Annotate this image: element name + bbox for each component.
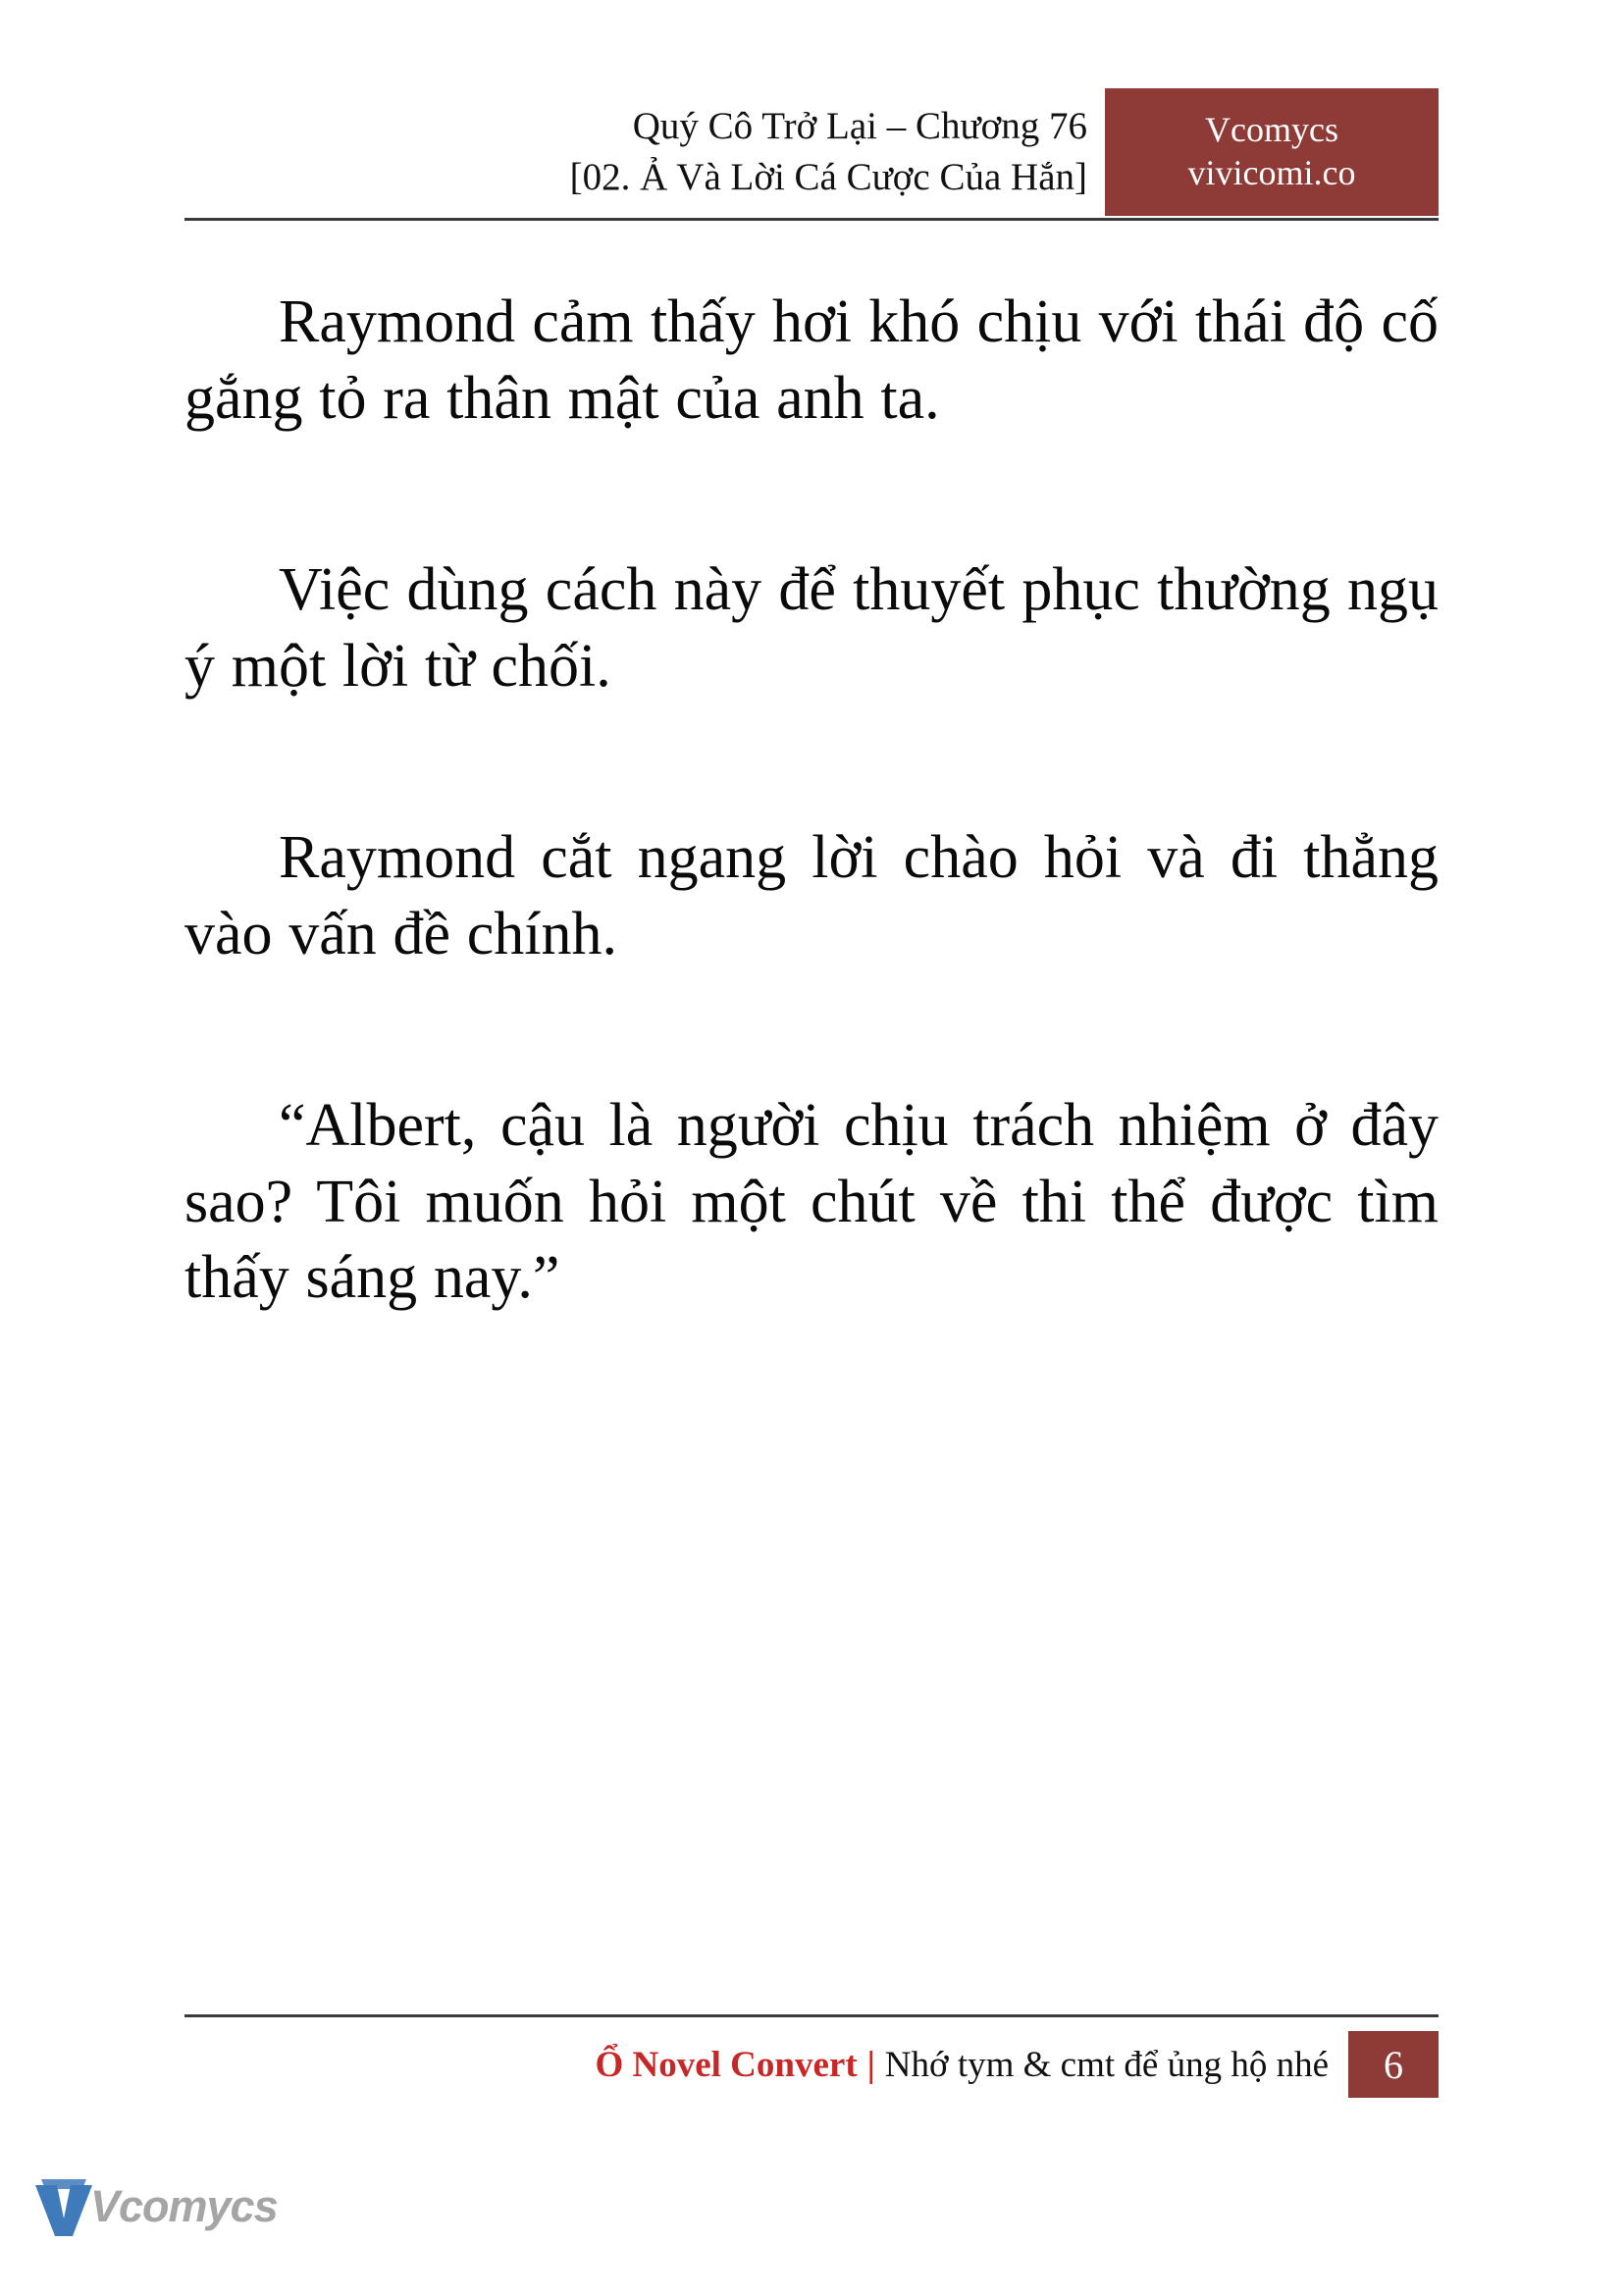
paragraph xyxy=(184,552,1439,704)
watermark-logo xyxy=(33,2173,278,2252)
site-badge-name: Vcomycs xyxy=(1205,110,1338,150)
paragraph-text: Raymond cắt ngang lời chào hỏi và đi thẳng vào vấn đề chính. xyxy=(184,824,1439,967)
paragraph xyxy=(184,285,1439,437)
chapter-title-line-1: Quý Cô Trở Lại – Chương 76 xyxy=(632,105,1087,147)
site-badge xyxy=(1105,88,1439,216)
footer-note: Nhớ tym & cmt để ủng hộ nhé xyxy=(884,2044,1329,2085)
page-header xyxy=(184,88,1439,237)
header-divider xyxy=(184,218,1439,221)
paragraph xyxy=(184,1088,1439,1317)
paragraph-text: Việc dùng cách này để thuyết phục thường ngụ ý một lời từ chối. xyxy=(184,556,1439,700)
page-footer xyxy=(184,2014,1439,2098)
site-badge-url: vivicomi.co xyxy=(1187,153,1356,192)
paragraph-text: Raymond cảm thấy hơi khó chịu với thái độ cố gắng tỏ ra thân mật của anh ta. xyxy=(184,288,1439,432)
footer-brand: Ổ Novel Convert xyxy=(595,2044,858,2085)
paragraph xyxy=(184,820,1439,972)
page-content xyxy=(184,285,1439,1317)
footer-credit xyxy=(184,2031,1348,2098)
chapter-title xyxy=(184,88,1105,216)
footer-divider xyxy=(184,2014,1439,2017)
footer-separator: | xyxy=(866,2044,875,2085)
paragraph-text: “Albert, cậu là người chịu trách nhiệm ở đây sao? Tôi muốn hỏi một chút về thi thể được tìm thấy sáng nay.” xyxy=(184,1092,1439,1311)
vcomycs-mark-icon xyxy=(33,2179,94,2242)
watermark-text: Vcomycs xyxy=(90,2181,278,2231)
chapter-title-line-2: [02. Ả Và Lời Cá Cược Của Hắn] xyxy=(569,156,1087,198)
page-number-badge: 6 xyxy=(1348,2031,1439,2098)
